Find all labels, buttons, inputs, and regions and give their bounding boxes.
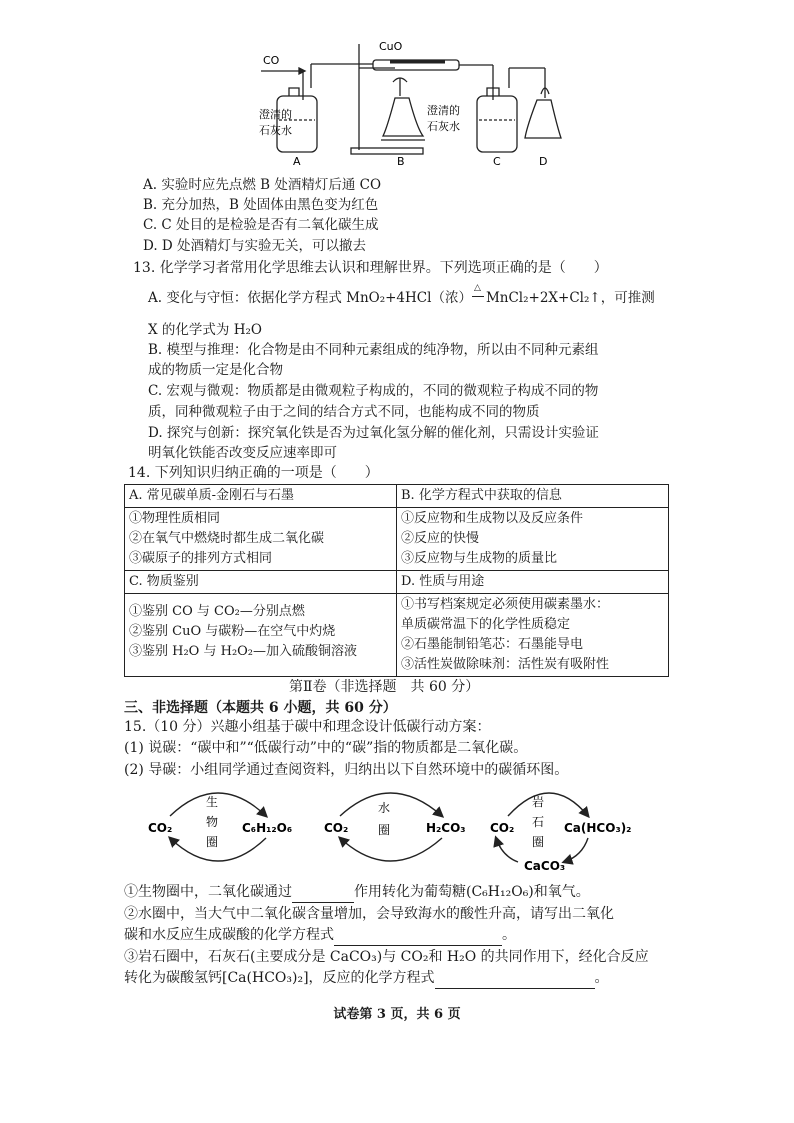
limewater-c-line1: 澄清的	[427, 104, 460, 117]
cell-c-body	[125, 594, 397, 677]
q15-sub3-end: 。	[594, 970, 609, 986]
q13-option-a-line1	[148, 283, 655, 308]
cycle3-mid-1: 岩	[532, 795, 545, 809]
d-item-2: 单质碳常温下的化学性质稳定	[401, 617, 571, 632]
cycle1-right: C₆H₁₂O₆	[242, 821, 293, 835]
cell-b-body	[397, 508, 669, 571]
q12-option-b: B. 充分加热，B 处固体由黑色变为红色	[143, 197, 379, 213]
limewater-a-line2: 石灰水	[259, 124, 292, 137]
q12-option-d: D. D 处酒精灯与实验无关，可以撤去	[143, 238, 367, 254]
q15-sub1-b: 作用转化为葡萄糖(C₆H₁₂O₆)和氧气。	[354, 884, 590, 900]
c-item-3: ③鉴别 H₂O 与 H₂O₂—加入硫酸铜溶液	[129, 644, 358, 659]
cycle2-mid-1: 水	[378, 801, 391, 815]
q13-a-tail: MnCl₂+2X+Cl₂↑，可推测	[485, 290, 655, 306]
cycle1-mid-2: 物	[206, 815, 219, 829]
limewater-c-line2: 石灰水	[427, 120, 460, 133]
q15-sub2-line1: ②水圈中，当大气中二氧化碳含量增加，会导致海水的酸性升高，请写出二氧化	[124, 906, 614, 922]
cuo-label: CuO	[379, 40, 403, 53]
b-item-1: ①反应物和生成物以及反应条件	[401, 511, 584, 526]
cycle2-mid-2: 圈	[378, 823, 391, 837]
reaction-condition	[472, 283, 486, 308]
q13-option-a-line2: X 的化学式为 H₂O	[148, 322, 262, 338]
q15-sub3-line1: ③岩石圈中，石灰石(主要成分是 CaCO₃)与 CO₂和 H₂O 的共同作用下，经化合反应	[124, 949, 649, 965]
q15-part1: (1) 说碳：“碳中和”“低碳行动”中的“碳”指的物质都是二氧化碳。	[124, 740, 528, 756]
q13-a-text: A. 变化与守恒：依据化学方程式 MnO₂+4HCl（浓）	[148, 290, 472, 306]
q12-option-a: A. 实验时应先点燃 B 处酒精灯后通 CO	[143, 177, 382, 193]
a-item-2: ②在氧气中燃烧时都生成二氧化碳	[129, 531, 325, 546]
q13-option-d-line1: D. 探究与创新：探究氧化铁是否为过氧化氢分解的催化剂，只需设计实验证	[148, 425, 599, 441]
answer-blank-2[interactable]	[334, 926, 502, 946]
cell-c-head: C. 物质鉴别	[125, 571, 397, 594]
q15-sub2-text: 碳和水反应生成碳酸的化学方程式	[124, 927, 334, 943]
section3-title: 三、非选择题（本题共 6 小题，共 60 分）	[124, 700, 397, 716]
q13-option-b-line1: B. 模型与推理：化合物是由不同种元素组成的纯净物，所以由不同种元素组	[148, 342, 599, 358]
cycle3-left: CO₂	[490, 821, 515, 835]
page-footer: 试卷第 3 页，共 6 页	[333, 1007, 461, 1022]
q13-option-c-line2: 质，同种微观粒子由于之间的结合方式不同，也能构成不同的物质	[148, 404, 540, 420]
cycle2-left: CO₂	[324, 821, 349, 835]
cycle2-right: H₂CO₃	[426, 821, 466, 835]
limewater-a-line1: 澄清的	[259, 108, 292, 121]
letter-a: A	[293, 155, 301, 168]
q15-sub3-text: 转化为碳酸氢钙[Ca(HCO₃)₂]，反应的化学方程式	[124, 970, 435, 986]
cycle1-left: CO₂	[148, 821, 173, 835]
cycle1-mid-1: 生	[206, 795, 219, 809]
a-item-3: ③碳原子的排列方式相同	[129, 551, 273, 566]
q13-option-b-line2: 成的物质一定是化合物	[148, 362, 283, 378]
q15-stem: 15.（10 分）兴趣小组基于碳中和理念设计低碳行动方案：	[124, 719, 491, 735]
d-item-1: ①书写档案规定必须使用碳素墨水：	[401, 597, 610, 612]
q13-stem: 13. 化学学习者常用化学思维去认识和理解世界。下列选项正确的是（ ）	[133, 260, 608, 276]
d-item-4: ③活性炭做除味剂：活性炭有吸附性	[401, 657, 610, 672]
q15-sub2-line2	[124, 926, 516, 946]
letter-d: D	[539, 155, 548, 168]
b-item-3: ③反应物与生成物的质量比	[401, 551, 558, 566]
q12-option-c: C. C 处目的是检验是否有二氧化碳生成	[143, 217, 379, 233]
cycle3-right: Ca(HCO₃)₂	[564, 821, 632, 835]
part2-title: 第Ⅱ卷（非选择题 共 60 分）	[289, 679, 480, 695]
cell-a-head: A. 常见碳单质-金刚石与石墨	[125, 485, 397, 508]
answer-blank-1[interactable]	[292, 883, 354, 903]
c-item-1: ①鉴别 CO 与 CO₂—分别点燃	[129, 604, 305, 619]
cycle3-mid-2: 石	[532, 815, 545, 829]
cycle3-mid-3: 圈	[532, 835, 545, 849]
a-item-1: ①物理性质相同	[129, 511, 221, 526]
c-item-2: ②鉴别 CuO 与碳粉—在空气中灼烧	[129, 624, 336, 639]
q15-sub3-line2	[124, 969, 609, 989]
cell-d-head: D. 性质与用途	[397, 571, 669, 594]
heat-triangle-icon: △	[473, 283, 481, 293]
cell-b-head: B. 化学方程式中获取的信息	[397, 485, 669, 508]
b-item-2: ②反应的快慢	[401, 531, 480, 546]
cycle1-mid-3: 圈	[206, 835, 219, 849]
apparatus-diagram	[255, 38, 585, 168]
cell-d-body	[397, 594, 669, 677]
answer-blank-3[interactable]	[435, 969, 595, 989]
q13-option-c-line1: C. 宏观与微观：物质都是由微观粒子构成的，不同的微观粒子构成不同的物	[148, 383, 599, 399]
carbon-cycle-diagram	[140, 782, 680, 874]
q13-option-d-line2: 明氧化铁能否改变反应速率即可	[148, 445, 337, 461]
q15-part2: (2) 导碳：小组同学通过查阅资料，归纳出以下自然环境中的碳循环图。	[124, 762, 569, 778]
knowledge-table	[124, 484, 669, 677]
q15-sub1	[124, 883, 590, 903]
letter-b: B	[397, 155, 405, 168]
co-label: CO	[263, 54, 280, 67]
q14-stem: 14. 下列知识归纳正确的一项是（ ）	[128, 465, 379, 481]
cell-a-body	[125, 508, 397, 571]
letter-c: C	[493, 155, 501, 168]
d-item-3: ②石墨能制铅笔芯：石墨能导电	[401, 637, 584, 652]
q15-sub2-end: 。	[502, 927, 516, 943]
cycle3-bottom: CaCO₃	[524, 859, 566, 873]
q15-sub1-a: ①生物圈中，二氧化碳通过	[124, 884, 292, 900]
